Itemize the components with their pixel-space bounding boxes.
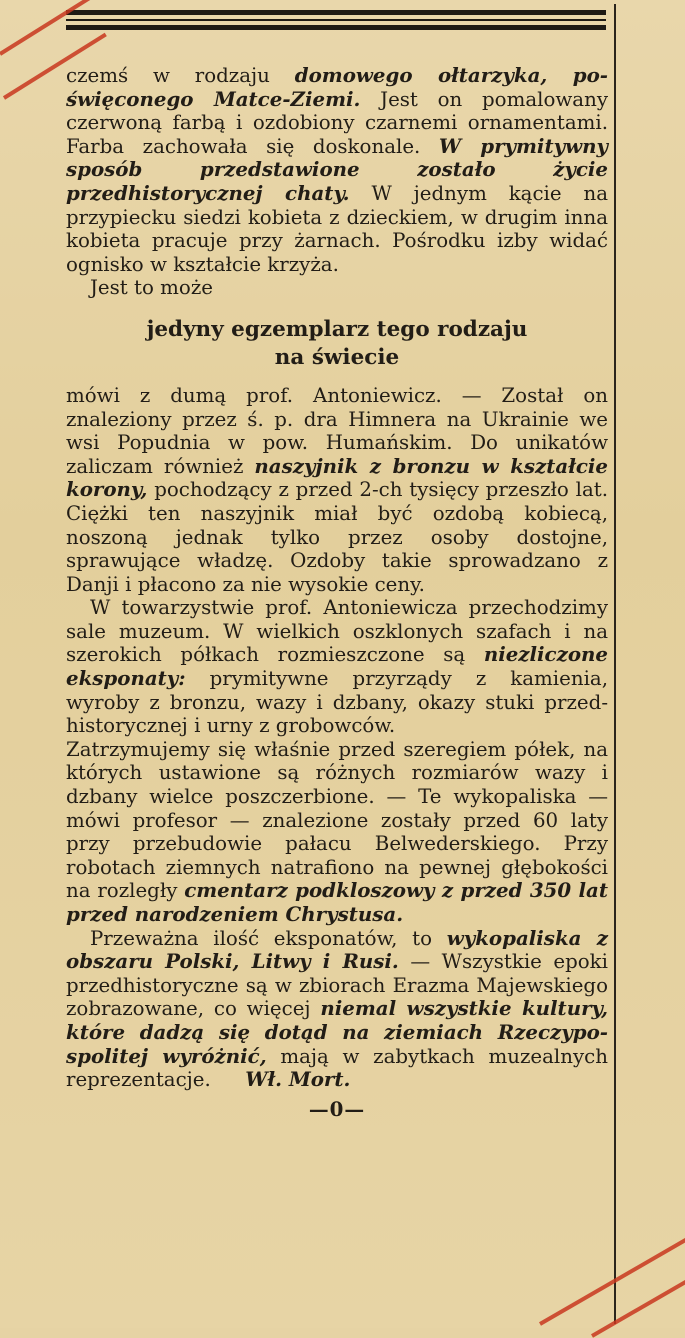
text-run: W jednym kącie na przypiecku siedzi kobieta z dzieckiem, w drugim inna kobieta pracuje przy żarnach. Pośrodku izby widać ognisko w kształcie krzyża. bbox=[66, 181, 608, 276]
subheading-line2: na świecie bbox=[274, 344, 400, 370]
column-divider bbox=[614, 4, 616, 1324]
italic-run: cmentarz podkloszowy z przed 350 lat przed narodzeniem Chrystusa. bbox=[66, 878, 608, 926]
top-decorative-rule bbox=[66, 10, 606, 30]
author-signature: Wł. Mort. bbox=[210, 1067, 351, 1092]
text-run: pochodzący z przed 2-ch tysięcy przeszło lat. Ciężki ten naszyjnik miał być ozdobą kobiecą, noszoną jednak tylko przez osoby dostojne, sprawujące władzę. Ozdoby takie sprowadzano z Danji i płacono za nie wysokie ceny. bbox=[66, 478, 608, 596]
article-body-part2 bbox=[66, 384, 608, 1092]
text-run: czemś w rodzaju bbox=[66, 64, 295, 87]
italic-run: W prymitywny sposób przedstawione zostało życie przedhistorycznej chaty. bbox=[66, 133, 608, 205]
text-run: Jest to może bbox=[90, 276, 213, 300]
text-run: — Wszystkie epoki przedhistoryczne są w zbiorach Erazma Majewskiego zobrazowane, co więcej bbox=[66, 950, 608, 1021]
text-run: Przeważna ilość eksponatów, to bbox=[90, 926, 447, 950]
paragraph bbox=[66, 596, 608, 738]
article-column bbox=[66, 64, 608, 1121]
subheading-line1: jedyny egzemplarz tego rodzaju bbox=[146, 316, 528, 342]
text-run: Zatrzymujemy się właśnie przed szeregiem półek, na których ustawione są różnych rozmiarów wazy i dzbany wielce poszczerbione. — Te wykopaliska — mówi profesor — znalezione zostały przed 60 laty przy przebudowie pałacu Belwederskiego. Przy robotach ziemnych natrafiono na pewnej głębokości na rozległy bbox=[66, 737, 608, 903]
paragraph bbox=[66, 384, 608, 596]
end-mark: —0— bbox=[308, 1096, 366, 1121]
italic-run: niemal wszystkie kultury, które dadzą się dotąd na ziemiach Rzeczypospolitej wyróżnić, bbox=[66, 996, 608, 1068]
article-body-part1 bbox=[66, 64, 608, 300]
paragraph bbox=[66, 276, 608, 300]
text-run: prymitywne przyrządy z kamienia, wyroby z bronzu, wazy i dzbany, okazy stuki przedhistorycznej i urny z grobowców. bbox=[66, 667, 608, 738]
text-run: mówi z dumą prof. Antoniewicz. — Został on znaleziony przez ś. p. dra Himnera na Ukrainie we wsi Popudnia w pow. Humańskim. Do unikatów zaliczam również bbox=[66, 383, 608, 478]
italic-run: niezliczone eksponaty: bbox=[66, 642, 608, 691]
paragraph bbox=[66, 64, 608, 276]
italic-run: naszyjnik z bronzu w kształcie korony, bbox=[66, 453, 608, 502]
italic-run: wykopaliska z obszaru Polski, Litwy i Rusi. bbox=[66, 925, 608, 974]
text-run: W towarzystwie prof. Antoniewicza przechodzimy sale muzeum. W wielkich oszklonych szafach i na szerokich półkach rozmieszczone są bbox=[66, 596, 608, 667]
italic-run: domowego ołtarzyka, poświęconego Matce-Ziemi. bbox=[66, 63, 608, 111]
paragraph bbox=[66, 927, 608, 1092]
paragraph bbox=[66, 738, 608, 927]
article-subheading bbox=[66, 316, 608, 372]
text-run: mają w zabytkach muzealnych reprezentacje. bbox=[66, 1044, 608, 1092]
text-run: Jest on pomalowany czerwoną farbą i ozdobiony czarnemi ornamentami. Farba zachowała się doskonale. bbox=[66, 87, 609, 158]
